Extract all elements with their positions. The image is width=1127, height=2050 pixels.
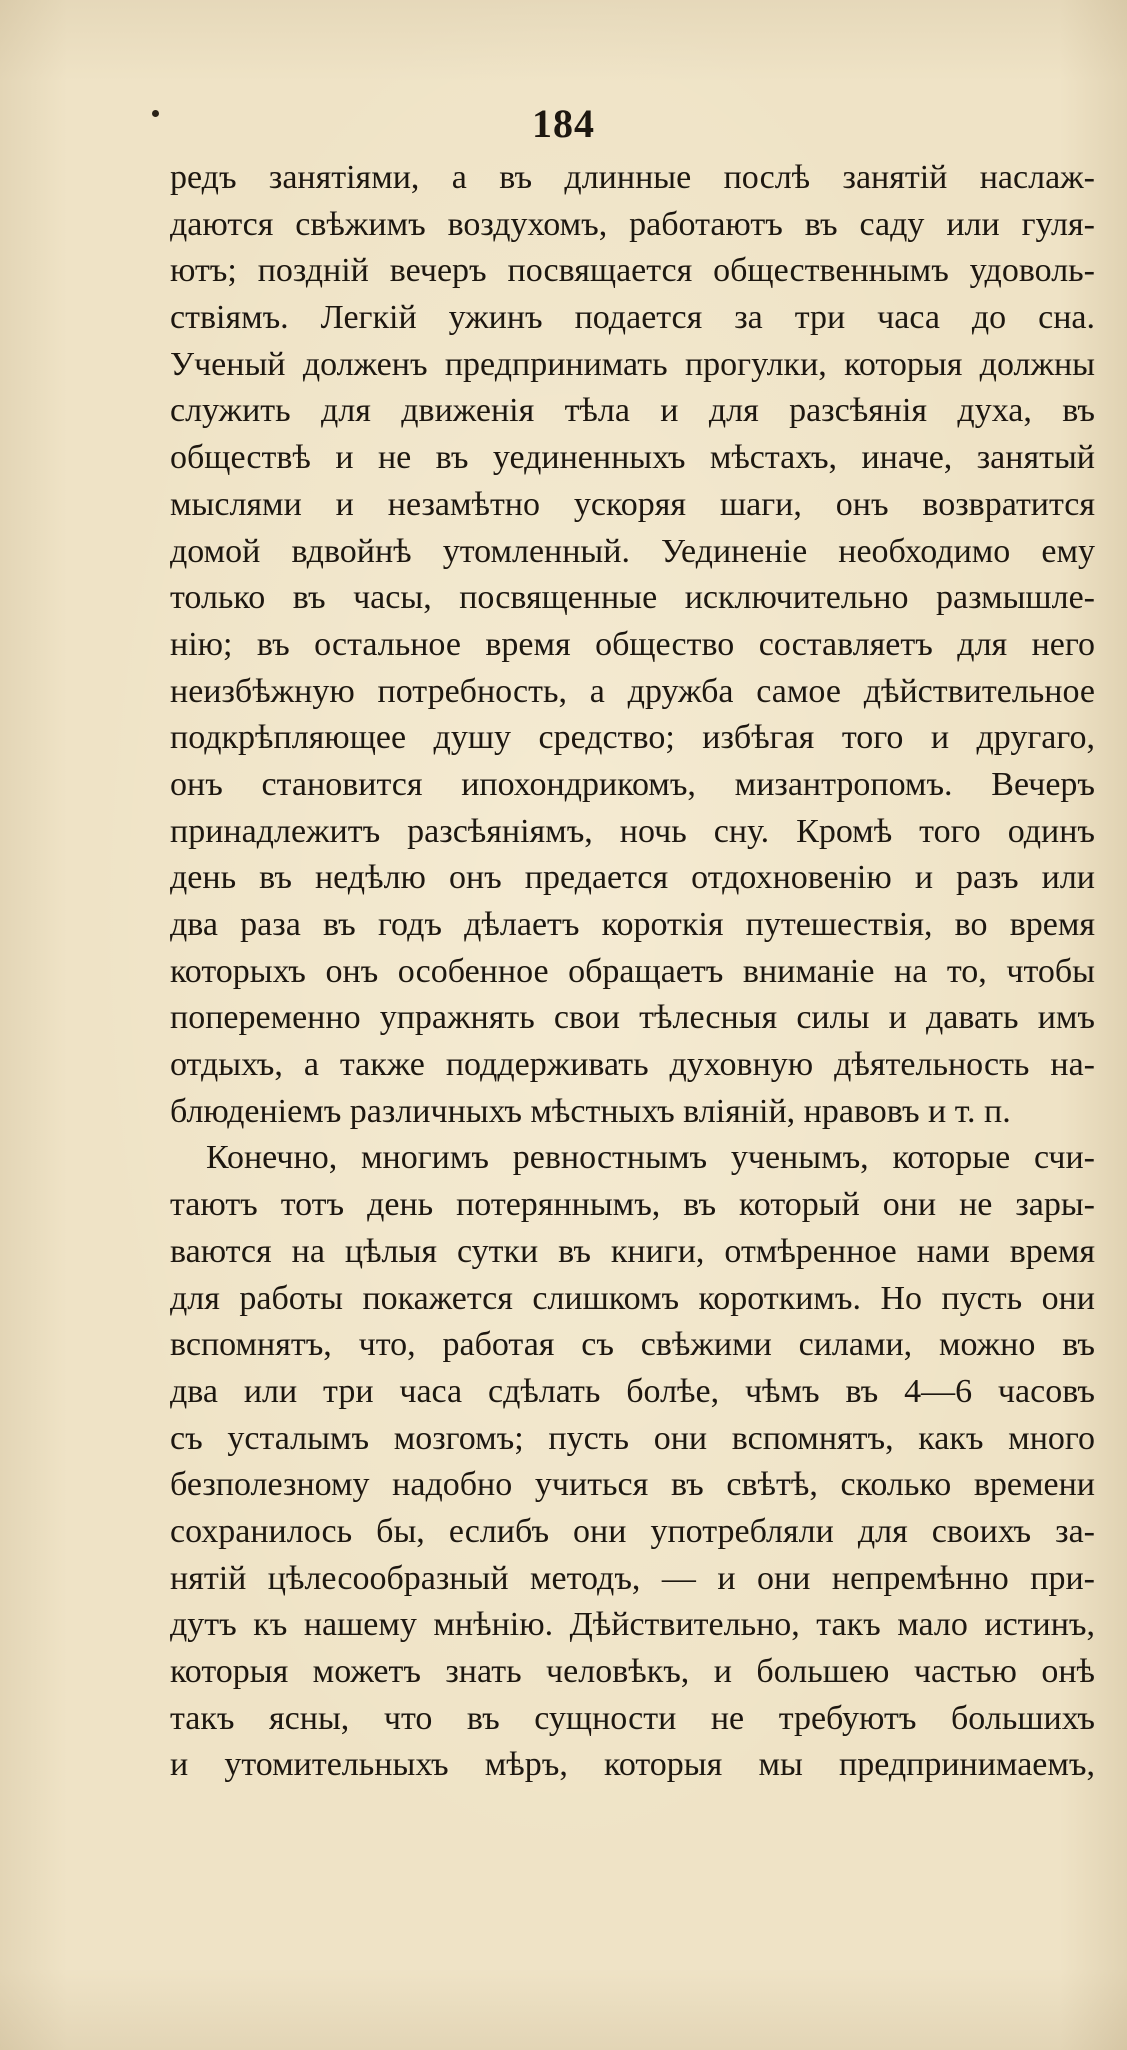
text-line: такъ ясны, что въ сущности не требуютъ большихъ [170,1699,1095,1737]
text-line: ваются на цѣлыя сутки въ книги, отмѣренное нами время [170,1232,1095,1270]
text-line: нятій цѣлесообразный методъ, — и они непремѣнно при- [170,1559,1095,1597]
text-line: ствіямъ. Легкій ужинъ подается за три часа до сна. [170,299,1095,337]
text-line: мыслями и незамѣтно ускоряя шаги, онъ возвратится [170,485,1095,523]
text-line: безполезному надобно учиться въ свѣтѣ, сколько времени [170,1466,1095,1504]
text-line: которыхъ онъ особенное обращаетъ вниманіе на то, чтобы [170,952,1095,990]
text-line: отдыхъ, а также поддерживать духовную дѣятельность на- [170,1046,1095,1084]
text-line: дутъ къ нашему мнѣнію. Дѣйствительно, такъ мало истинъ, [170,1606,1095,1644]
text-line: день въ недѣлю онъ предается отдохновенію и разъ или [170,859,1095,897]
text-line: сохранилось бы, еслибъ они употребляли для своихъ за- [170,1512,1095,1550]
text-line: домой вдвойнѣ утомленный. Уединеніе необходимо ему [170,532,1095,570]
text-line: принадлежитъ разсѣяніямъ, ночь сну. Кромѣ того одинъ [170,812,1095,850]
text-line: таютъ тотъ день потеряннымъ, въ который они не зары- [170,1186,1095,1224]
text-line: съ усталымъ мозгомъ; пусть они вспомнятъ, какъ много [170,1419,1095,1457]
page-number: 184 [532,101,595,146]
text-line: служить для движенія тѣла и для разсѣянія духа, въ [170,392,1095,430]
text-line: два или три часа сдѣлать болѣе, чѣмъ въ 4—6 часовъ [170,1372,1095,1410]
text-line: подкрѣпляющее душу средство; избѣгая того и другаго, [170,719,1095,757]
text-line: обществѣ и не въ уединенныхъ мѣстахъ, иначе, занятый [170,439,1095,477]
text-line: Конечно, многимъ ревностнымъ ученымъ, которые счи- [206,1139,1095,1177]
text-line: и утомительныхъ мѣръ, которыя мы предпринимаемъ, [170,1746,1095,1784]
text-line: вспомнятъ, что, работая съ свѣжими силами, можно въ [170,1326,1095,1364]
text-line: попеременно упражнять свои тѣлесныя силы и давать имъ [170,999,1095,1037]
body-text [170,155,1095,1789]
text-line: неизбѣжную потребность, а дружба самое дѣйствительное [170,672,1095,710]
text-line: редъ занятіями, а въ длинные послѣ занятій наслаж- [170,159,1095,196]
text-line: ютъ; поздній вечеръ посвящается общественнымъ удоволь- [170,252,1095,290]
text-line: онъ становится ипохондрикомъ, мизантропомъ. Вечеръ [170,765,1095,803]
text-line: только въ часы, посвященные исключительно размышле- [170,579,1095,617]
text-line: блюденіемъ различныхъ мѣстныхъ вліяній, нравовъ и т. п. [170,1092,1011,1130]
text-line: которыя можетъ знать человѣкъ, и большею частью онѣ [170,1653,1095,1690]
text-line: для работы покажется слишкомъ короткимъ. Но пусть они [170,1279,1095,1317]
text-line: Ученый долженъ предпринимать прогулки, которыя должны [170,345,1095,383]
text-line: два раза въ годъ дѣлаетъ короткія путешествія, во время [170,906,1095,943]
text-line: нію; въ остальное время общество составляетъ для него [170,625,1095,663]
text-line: даются свѣжимъ воздухомъ, работаютъ въ саду или гуля- [170,205,1095,243]
